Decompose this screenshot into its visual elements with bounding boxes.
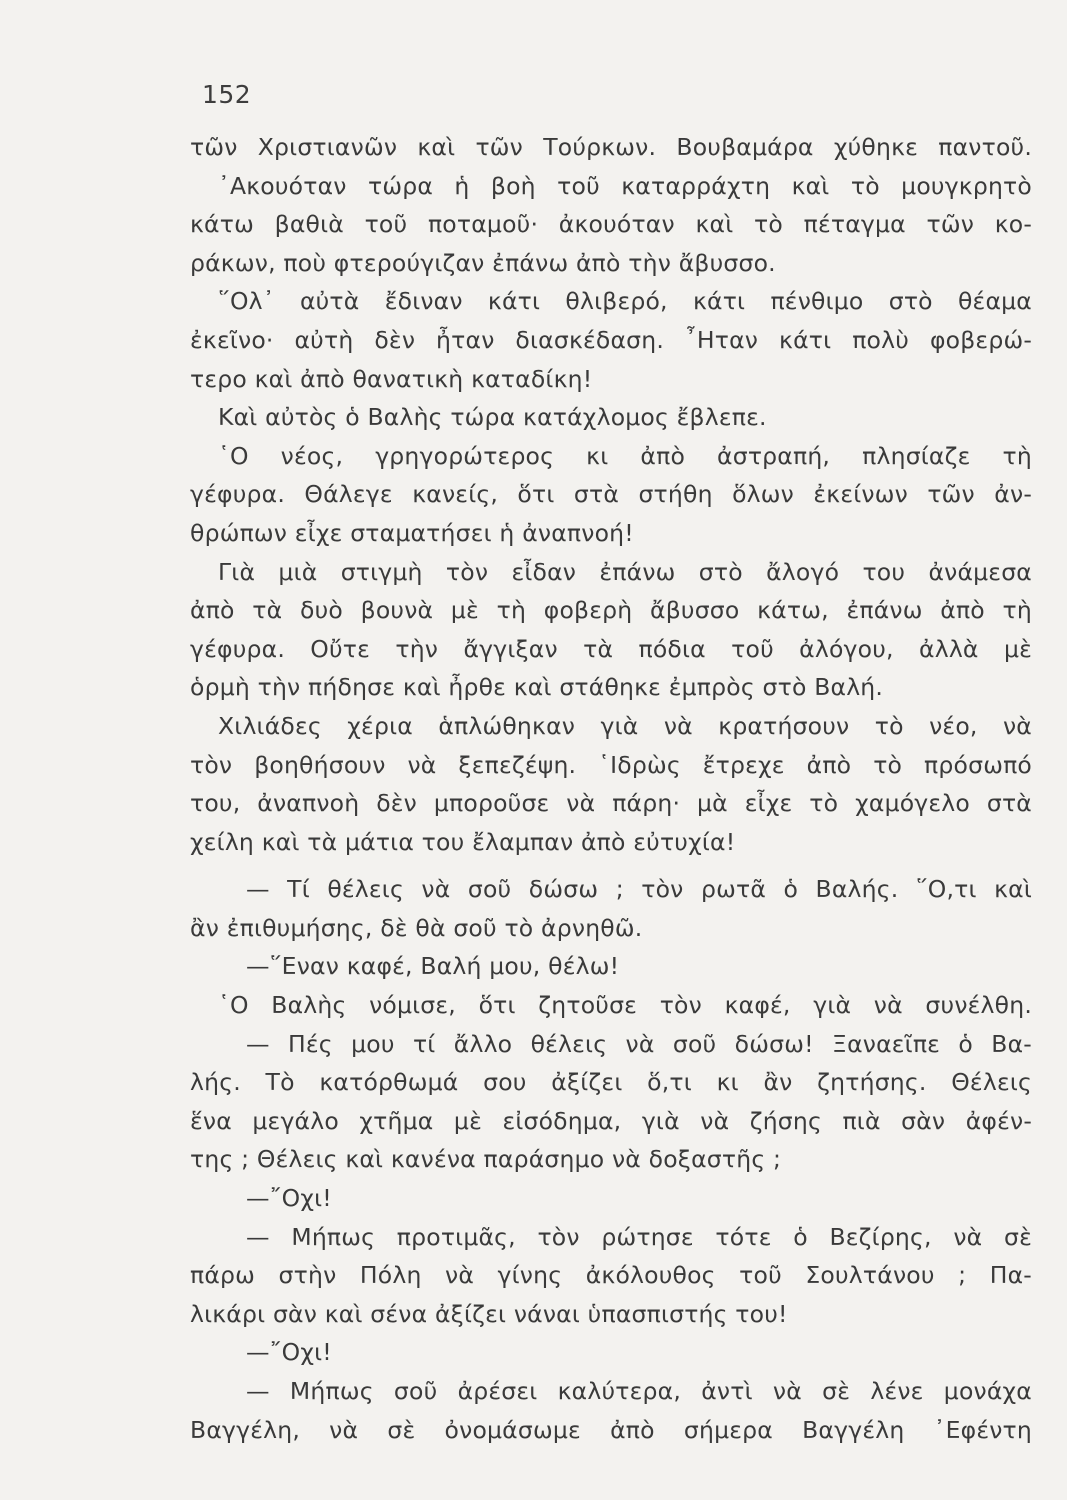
page-number: 152	[202, 80, 252, 109]
text-line: Βαγγέλη, νὰ σὲ ὀνομάσωμε ἀπὸ σήμερα Βαγγέλη ᾿Εφέντη	[190, 1415, 1032, 1444]
text-line: Γιὰ μιὰ στιγμὴ τὸν εἶδαν ἐπάνω στὸ ἄλογό του ἀνάμεσα	[218, 557, 1032, 586]
text-line: ἂν ἐπιθυμήσης, δὲ θὰ σοῦ τὸ ἀρνηθῶ.	[190, 913, 643, 942]
text-line: κάτω βαθιὰ τοῦ ποταμοῦ· ἀκουόταν καὶ τὸ πέταγμα τῶν κο-	[190, 210, 1032, 239]
text-line: — Πές μου τί ἄλλο θέλεις νὰ σοῦ δώσω! Ξαναεῖπε ὁ Βα-	[246, 1029, 1032, 1058]
text-line: ἐκεῖνο· αὐτὴ δὲν ἦταν διασκέδαση. ῏Ηταν κάτι πολὺ φοβερώ-	[190, 325, 1032, 354]
text-line: ᾿Ακουόταν τώρα ἡ βοὴ τοῦ καταρράχτη καὶ τὸ μουγκρητὸ	[218, 171, 1032, 200]
text-line: ὁρμὴ τὴν πήδησε καὶ ἦρθε καὶ στάθηκε ἐμπρὸς στὸ Βαλή.	[190, 673, 884, 702]
text-line: ἀπὸ τὰ δυὸ βουνὰ μὲ τὴ φοβερὴ ἄβυσσο κάτω, ἐπάνω ἀπὸ τὴ	[190, 596, 1032, 625]
text-line: — Τί θέλεις νὰ σοῦ δώσω ; τὸν ρωτᾶ ὁ Βαλής. ῞Ο,τι καὶ	[246, 875, 1032, 904]
text-line: ῾Ο νέος, γρηγορώτερος κι ἀπὸ ἀστραπή, πλησίαζε τὴ	[218, 441, 1032, 470]
text-line: θρώπων εἶχε σταματήσει ἡ ἀναπνοή!	[190, 518, 634, 547]
text-line: —῎Οχι!	[246, 1338, 332, 1367]
text-line: της ; Θέλεις καὶ κανένα παράσημο νὰ δοξαστῆς ;	[190, 1145, 782, 1174]
text-line: γέφυρα. Θάλεγε κανείς, ὅτι στὰ στήθη ὅλων ἐκείνων τῶν ἀν-	[190, 480, 1032, 509]
text-line: —῞Εναν καφέ, Βαλή μου, θέλω!	[246, 952, 620, 981]
body-text	[190, 128, 1032, 1449]
text-line: ῾Ο Βαλὴς νόμισε, ὅτι ζητοῦσε τὸν καφέ, γιὰ νὰ συνέλθη.	[218, 991, 1032, 1020]
text-line: Καὶ αὐτὸς ὁ Βαλὴς τώρα κατάχλομος ἔβλεπε.	[218, 403, 767, 432]
text-line: — Μήπως προτιμᾶς, τὸν ρώτησε τότε ὁ Βεζίρης, νὰ σὲ	[246, 1222, 1032, 1251]
text-line: ἕνα μεγάλο χτῆμα μὲ εἰσόδημα, γιὰ νὰ ζήσης πιὰ σὰν ἀφέν-	[190, 1106, 1032, 1135]
text-line: λής. Τὸ κατόρθωμά σου ἀξίζει ὅ,τι κι ἂν ζητήσης. Θέλεις	[190, 1068, 1032, 1097]
text-line: ῞Ολ᾿ αὐτὰ ἔδιναν κάτι θλιβερό, κάτι πένθιμο στὸ θέαμα	[218, 287, 1032, 316]
text-line: χείλη καὶ τὰ μάτια του ἔλαμπαν ἀπὸ εὐτυχία!	[190, 827, 736, 856]
text-line: ράκων, ποὺ φτερούγιζαν ἐπάνω ἀπὸ τὴν ἄβυσσο.	[190, 248, 776, 277]
text-line: τερο καὶ ἀπὸ θανατικὴ καταδίκη!	[190, 364, 593, 393]
text-line: λικάρι σὰν καὶ σένα ἀξίζει νάναι ὑπασπιστής του!	[190, 1299, 788, 1328]
text-line: πάρω στὴν Πόλη νὰ γίνης ἀκόλουθος τοῦ Σουλτάνου ; Πα-	[190, 1261, 1032, 1290]
text-line: γέφυρα. Οὔτε τὴν ἄγγιξαν τὰ πόδια τοῦ ἀλόγου, ἀλλὰ μὲ	[190, 634, 1032, 663]
text-line: τῶν Χριστιανῶν καὶ τῶν Τούρκων. Βουβαμάρα χύθηκε παντοῦ.	[190, 133, 1032, 161]
text-line: —῎Οχι!	[246, 1184, 332, 1213]
text-line: Χιλιάδες χέρια ἁπλώθηκαν γιὰ νὰ κρατήσουν τὸ νέο, νὰ	[218, 711, 1032, 740]
text-line: — Μήπως σοῦ ἀρέσει καλύτερα, ἀντὶ νὰ σὲ λένε μονάχα	[246, 1377, 1032, 1405]
text-line: του, ἀναπνοὴ δὲν μποροῦσε νὰ πάρη· μὰ εἶχε τὸ χαμόγελο στὰ	[190, 789, 1032, 818]
text-line: τὸν βοηθήσουν νὰ ξεπεζέψη. ῾Ιδρὼς ἔτρεχε ἀπὸ τὸ πρόσωπό	[190, 750, 1032, 779]
